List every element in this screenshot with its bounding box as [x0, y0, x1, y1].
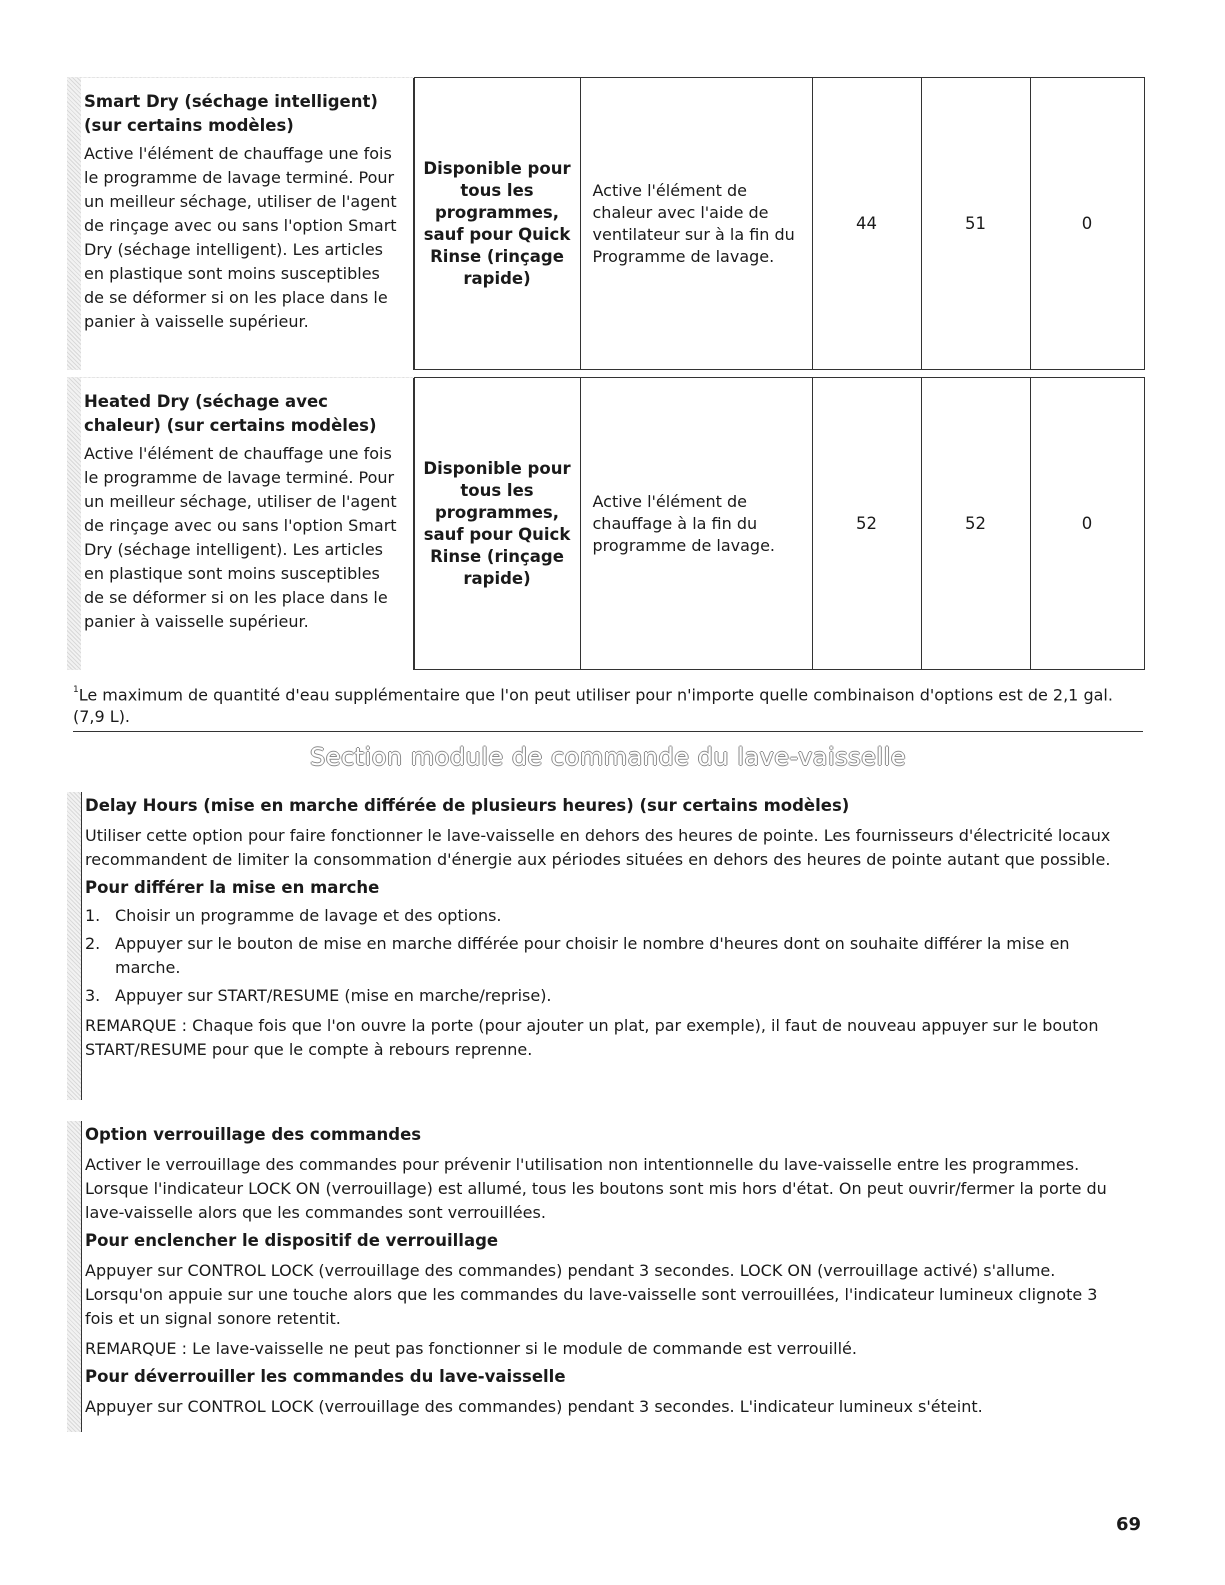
footnote-marker: 1 [73, 685, 79, 695]
option-value-1: 52 [812, 378, 921, 670]
section-divider [73, 731, 1143, 732]
delay-hours-subheader: Pour différer la mise en marche [85, 878, 380, 897]
delay-hours-header: Delay Hours (mise en marche différée de plusieurs heures) (sur certains modèles) [85, 796, 850, 815]
option-description-cell [67, 378, 414, 670]
list-item [85, 984, 1128, 1008]
control-lock-disable-text: Appuyer sur CONTROL LOCK (verrouillage des commandes) pendant 3 secondes. L'indicateur lumineux s'éteint. [85, 1397, 983, 1416]
option-action-cell [580, 378, 812, 670]
option-value-3: 0 [1030, 378, 1144, 670]
control-lock-header: Option verrouillage des commandes [85, 1125, 422, 1144]
delay-hours-panel [67, 792, 1144, 1100]
delay-hours-note: REMARQUE : Chaque fois que l'on ouvre la porte (pour ajouter un plat, par exemple), il faut de nouveau appuyer sur le bouton START/RESUME pour que le compte à rebours reprenne. [85, 1016, 1099, 1059]
section-title: Section module de commande du lave-vaisselle [309, 743, 907, 771]
delay-hours-intro: Utiliser cette option pour faire fonctionner le lave-vaisselle en dehors des heures de pointe. Les fournisseurs d'électricité locaux recommandent de limiter la consommation d'énergie aux périodes situées en dehors des heures de pointe autant que possible. [85, 826, 1111, 869]
step-text: Appuyer sur START/RESUME (mise en marche/reprise). [115, 986, 552, 1005]
control-lock-enable-subheader: Pour enclencher le dispositif de verrouillage [85, 1231, 499, 1250]
option-description-cell [67, 78, 414, 370]
option-row-heated-dry [67, 377, 1145, 670]
control-lock-panel [67, 1121, 1144, 1432]
option-title: Heated Dry (séchage avec chaleur) (sur certains modèles) [84, 391, 377, 435]
step-number: 1. [85, 906, 101, 925]
list-item [85, 932, 1128, 980]
option-value-3: 0 [1030, 78, 1144, 370]
step-number: 3. [85, 986, 101, 1005]
option-title: Smart Dry (séchage intelligent) (sur certains modèles) [84, 91, 378, 135]
option-value-2: 51 [921, 78, 1030, 370]
option-availability-cell [414, 78, 580, 370]
footnote [73, 681, 1143, 728]
option-value-2: 52 [921, 378, 1030, 670]
option-availability: Disponible pour tous les programmes, sauf pour Quick Rinse (rinçage rapide) [423, 158, 571, 288]
control-lock-intro: Activer le verrouillage des commandes pour prévenir l'utilisation non intentionnelle du lave-vaisselle entre les programmes. Lorsque l'indicateur LOCK ON (verrouillage) est allumé, tous les boutons sont mis hors d'état. On peut ouvrir/fermer la porte du lave-vaisselle alors que les commandes sont verrouillées. [85, 1155, 1107, 1222]
control-lock-note: REMARQUE : Le lave-vaisselle ne peut pas fonctionner si le module de commande est verrouillé. [85, 1339, 857, 1358]
option-description: Active l'élément de chauffage une fois le programme de lavage terminé. Pour un meilleur séchage, utiliser de l'agent de rinçage avec ou sans l'option Smart Dry (séchage intelligent). Les articles en plastique sont moins susceptibles de se déformer si on les place dans le panier à vaisselle supérieur. [84, 143, 397, 331]
step-text: Choisir un programme de lavage et des options. [115, 906, 502, 925]
list-item [85, 904, 1128, 928]
option-action: Active l'élément de chauffage à la fin du programme de lavage. [592, 491, 776, 555]
footnote-text: Le maximum de quantité d'eau supplémentaire que l'on peut utiliser pour n'importe quelle combinaison d'options est de 2,1 gal. (7,9 L). [73, 685, 1113, 727]
option-action: Active l'élément de chaleur avec l'aide de ventilateur sur à la fin du Programme de lavage. [592, 180, 795, 266]
option-availability: Disponible pour tous les programmes, sauf pour Quick Rinse (rinçage rapide) [423, 458, 571, 588]
option-action-cell [580, 78, 812, 370]
option-availability-cell [414, 378, 580, 670]
step-text: Appuyer sur le bouton de mise en marche différée pour choisir le nombre d'heures dont on souhaite différer la mise en marche. [115, 934, 1070, 977]
option-description: Active l'élément de chauffage une fois le programme de lavage terminé. Pour un meilleur séchage, utiliser de l'agent de rinçage avec ou sans l'option Smart Dry (séchage intelligent). Les articles en plastique sont moins susceptibles de se déformer si on les place dans le panier à vaisselle supérieur. [84, 443, 397, 631]
control-lock-enable-text: Appuyer sur CONTROL LOCK (verrouillage des commandes) pendant 3 secondes. LOCK ON (verrouillage activé) s'allume. Lorsqu'on appuie sur une touche alors que les commandes du lave-vaisselle sont verrouillées, l'indicateur lumineux clignote 3 fois et un signal sonore retentit. [85, 1261, 1098, 1328]
option-row-smart-dry [67, 77, 1145, 370]
page-number: 69 [1115, 1514, 1141, 1535]
control-lock-disable-subheader: Pour déverrouiller les commandes du lave-vaisselle [85, 1367, 566, 1386]
option-value-1: 44 [812, 78, 921, 370]
step-number: 2. [85, 934, 101, 953]
